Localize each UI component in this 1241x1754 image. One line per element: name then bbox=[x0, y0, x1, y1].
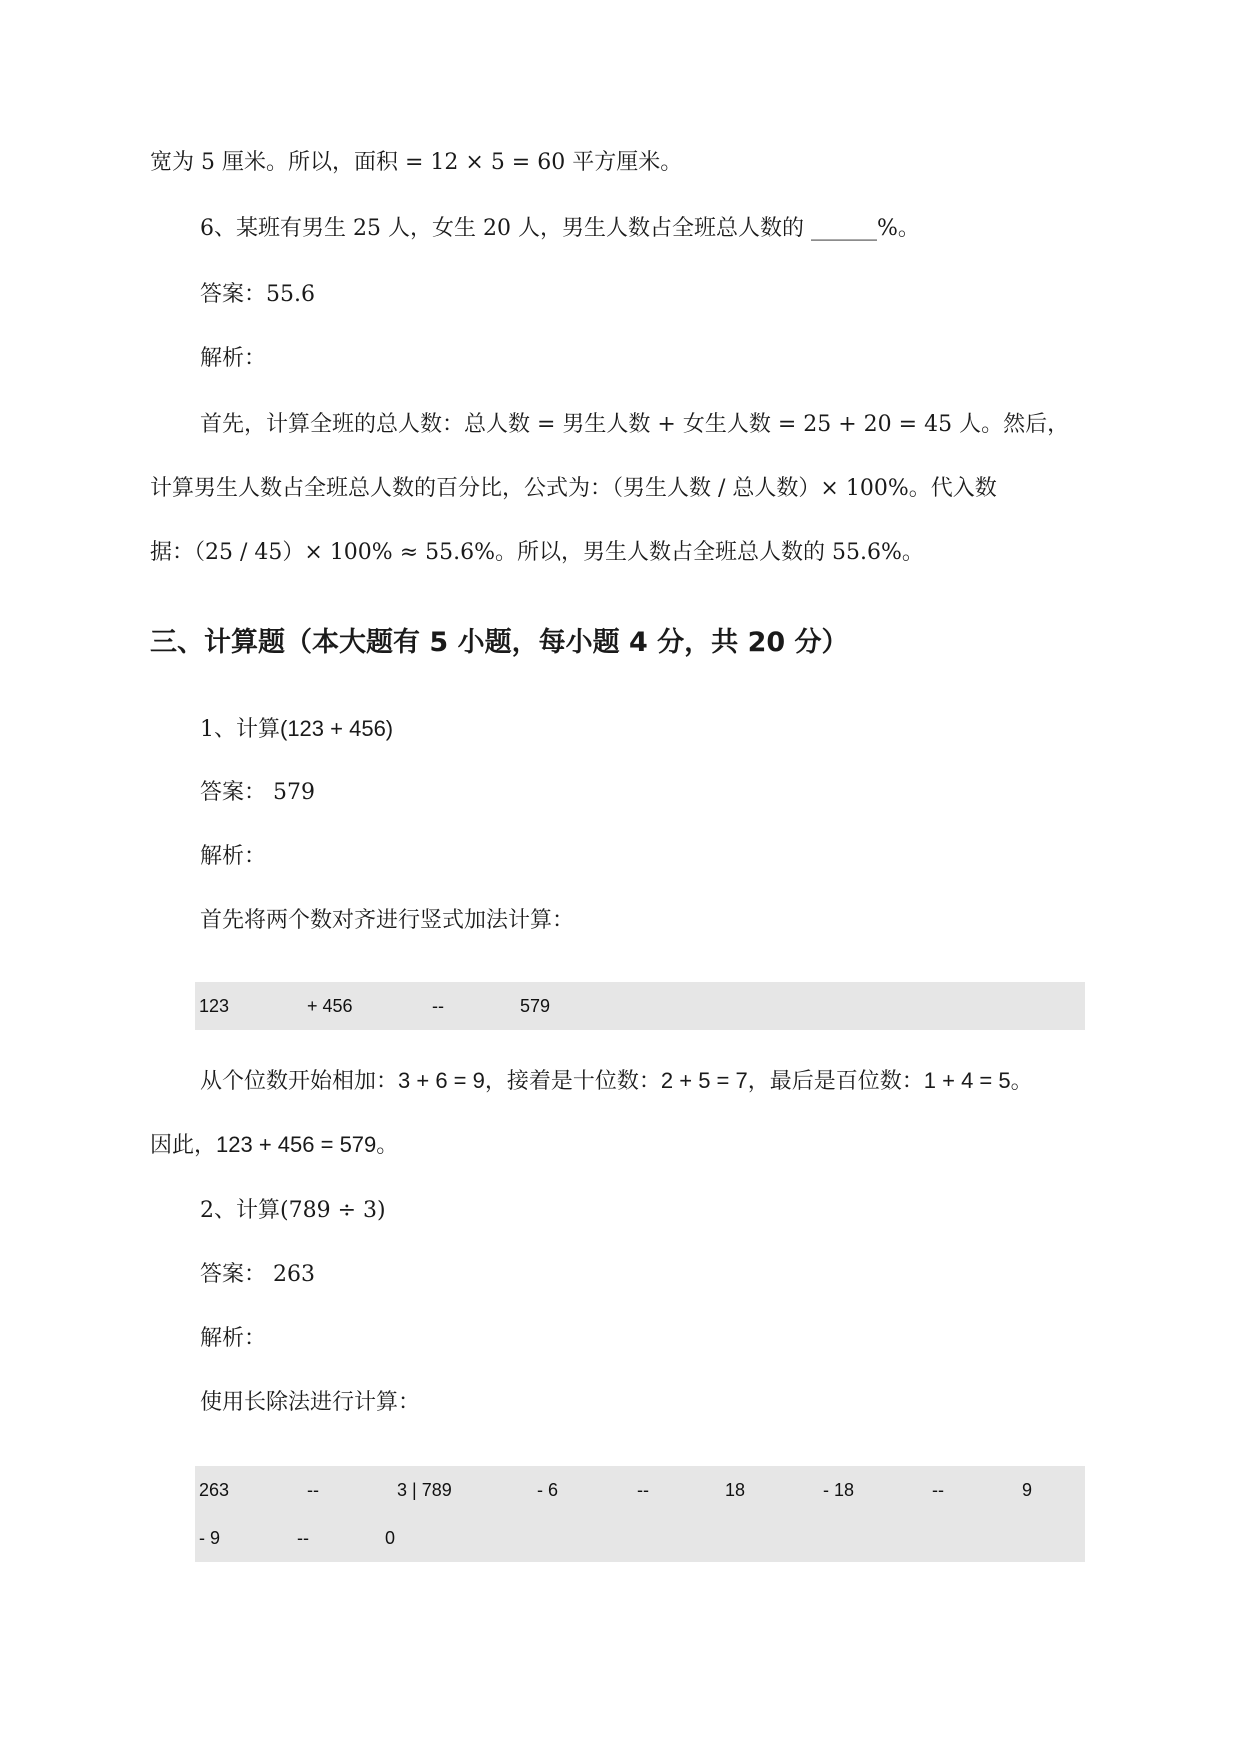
code-token: - 6 bbox=[537, 1480, 559, 1500]
text-run: 。 bbox=[376, 1133, 399, 1158]
code-block-division bbox=[195, 1466, 1085, 1562]
question-6: 6、某班有男生 25 人，女生 20 人，男生人数占全班总人数的 ______%。 bbox=[200, 216, 920, 241]
code-token: - 18 bbox=[823, 1480, 855, 1500]
calc-question-1-expression: (123 + 456) bbox=[280, 716, 394, 741]
question-6-answer: 答案：55.6 bbox=[200, 282, 315, 307]
code-token: 9 bbox=[1022, 1480, 1033, 1500]
calc-question-1-answer: 答案： 579 bbox=[200, 780, 315, 805]
code-token: 579 bbox=[520, 996, 551, 1016]
code-token: 123 bbox=[199, 996, 230, 1016]
text-run: 从个位数开始相加： bbox=[200, 1069, 399, 1094]
code-token: -- bbox=[637, 1480, 649, 1500]
code-block-addition bbox=[195, 982, 1085, 1030]
text-run: 。 bbox=[1010, 1069, 1033, 1094]
math-run: 2 + 5 = 7 bbox=[660, 1068, 748, 1093]
calc-question-2-method: 使用长除法进行计算： bbox=[200, 1390, 421, 1415]
calc-question-2-answer: 答案： 263 bbox=[200, 1262, 315, 1287]
code-token: -- bbox=[307, 1480, 319, 1500]
question-6-analysis-line-1: 首先，计算全班的总人数：总人数 = 男生人数 + 女生人数 = 25 + 20 = 45 人。然后， bbox=[200, 412, 1070, 437]
calc-question-1-method: 首先将两个数对齐进行竖式加法计算： bbox=[200, 908, 575, 933]
math-run: 123 + 456 = 579 bbox=[216, 1132, 377, 1157]
calc-question-1-explanation-line-2 bbox=[150, 1130, 398, 1161]
code-token: 18 bbox=[725, 1480, 746, 1500]
code-token: 0 bbox=[385, 1528, 396, 1548]
question-6-analysis-label: 解析： bbox=[200, 346, 267, 371]
calc-question-2-analysis-label: 解析： bbox=[200, 1326, 267, 1351]
calc-question-2-prefix: 2、计算 bbox=[200, 1198, 280, 1223]
question-6-analysis-line-2: 计算男生人数占全班总人数的百分比，公式为：（男生人数 / 总人数）× 100%。代入数 bbox=[150, 476, 997, 501]
code-token: -- bbox=[432, 996, 444, 1016]
calc-question-1-explanation-line-1 bbox=[200, 1066, 1033, 1097]
code-token: 3 | 789 bbox=[397, 1480, 452, 1500]
math-run: 1 + 4 = 5 bbox=[923, 1068, 1011, 1093]
paragraph-area-line: 宽为 5 厘米。所以，面积 = 12 × 5 = 60 平方厘米。 bbox=[150, 150, 683, 175]
text-run: ，接着是十位数： bbox=[484, 1069, 661, 1094]
calc-question-1-prefix: 1、计算 bbox=[200, 717, 280, 742]
section-3-heading: 三、计算题（本大题有 5 小题，每小题 4 分，共 20 分） bbox=[150, 627, 849, 658]
calc-question-1-analysis-label: 解析： bbox=[200, 844, 267, 869]
calc-question-2-expression: (789 ÷ 3) bbox=[280, 1198, 386, 1223]
code-token: + 456 bbox=[307, 996, 353, 1016]
code-token: -- bbox=[297, 1528, 309, 1548]
code-token: - 9 bbox=[199, 1528, 221, 1548]
code-token: -- bbox=[932, 1480, 944, 1500]
calc-question-2 bbox=[200, 1196, 386, 1226]
calc-question-1 bbox=[200, 714, 393, 745]
math-run: 3 + 6 = 9 bbox=[398, 1068, 485, 1093]
code-token: 263 bbox=[199, 1480, 230, 1500]
text-run: ，最后是百位数： bbox=[747, 1069, 924, 1094]
text-run: 因此， bbox=[150, 1133, 217, 1158]
question-6-analysis-line-3: 据：（25 / 45）× 100% ≈ 55.6%。所以，男生人数占全班总人数的 55.6%。 bbox=[150, 540, 924, 565]
